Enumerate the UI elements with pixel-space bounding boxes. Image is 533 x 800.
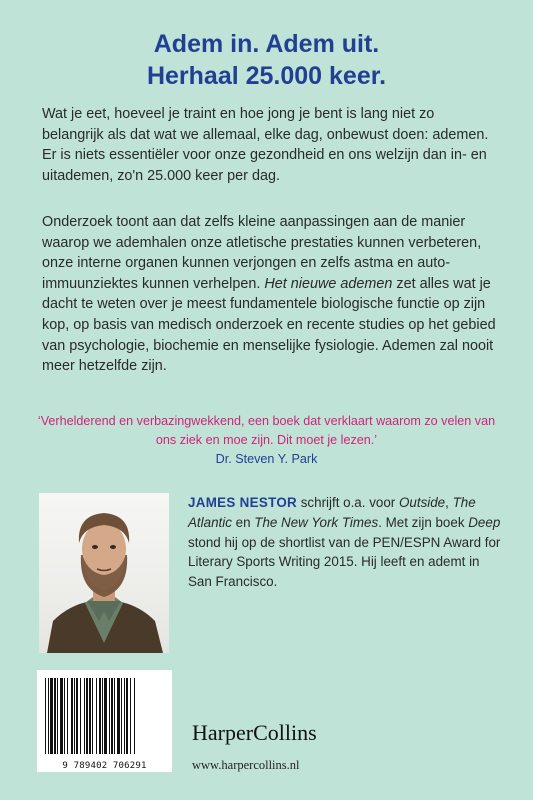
bio-text-2: , [445,495,453,510]
barcode-bars [37,670,172,760]
quote-author: Dr. Steven Y. Park [215,452,318,466]
publisher-logo: HarperCollins [192,720,317,745]
bio-italic-atlantic: The Atlantic [188,495,476,530]
paragraph-research-part-2: zet alles wat je dacht te weten over je meest fundamentele biologische functie op zijn kop, op basis van medisch onderzoek en recente studies op het gebied van psychologie, biochemie en menselijke fysiologie. Ademen zal nooit meer hetzelfde zijn. [42,275,496,375]
barcode-digits: 9 789402 706291 [62,761,147,771]
author-portrait-image [39,493,169,653]
author-photo [39,493,169,653]
paragraph-research-part-1: Onderzoek toont aan dat zelfs kleine aanpassingen aan de manier waarop we ademhalen onze atletische prestaties kunnen verbeteren, onze interne organen kunnen verjongen en zelfs astma en auto-immuunziektes kunnen verhelpen. [42,214,482,292]
headline-line-2: Herhaal 25.000 keer. [146,62,387,90]
bio-italic-nyt: The New York Times [254,514,379,530]
bio-italic-deep: Deep [468,514,501,530]
paragraph-intro: Wat je eet, hoeveel je traint en hoe jong je bent is lang niet zo belangrijk als dat wat we allemaal, elke dag, onbewust doen: ademen. Er is niets essentiëler voor onze gezondheid en ons welzijn dan in- en uitademen, zo'n 25.000 keer per dag. [42,106,489,184]
headline [0,28,533,92]
book-title-italic: Het nieuwe ademen [264,275,393,292]
bio-text-4: . Met zijn boek [378,514,469,530]
endorsement-quote [30,412,503,469]
publisher-website: www.harpercollins.nl [192,758,300,772]
bio-italic-outside: Outside [398,495,446,510]
bio-text-1: schrijft o.a. voor [297,495,399,510]
isbn-barcode [37,670,172,772]
bio-text-5: stond hij op de shortlist van de PEN/ESPN Award for Literary Sports Writing 2015. Hij leeft en ademt in San Francisco. [188,534,501,590]
author-bio [188,493,503,592]
paragraph-research [42,212,497,377]
headline-line-1: Adem in. Adem uit. [153,30,380,58]
quote-text: ‘Verhelderend en verbazingwekkend, een boek dat verklaart waarom zo velen van ons ziek en moe zijn. Dit moet je lezen.’ [37,414,496,447]
bio-text-3: en [231,514,255,530]
author-name: JAMES NESTOR [188,495,298,510]
